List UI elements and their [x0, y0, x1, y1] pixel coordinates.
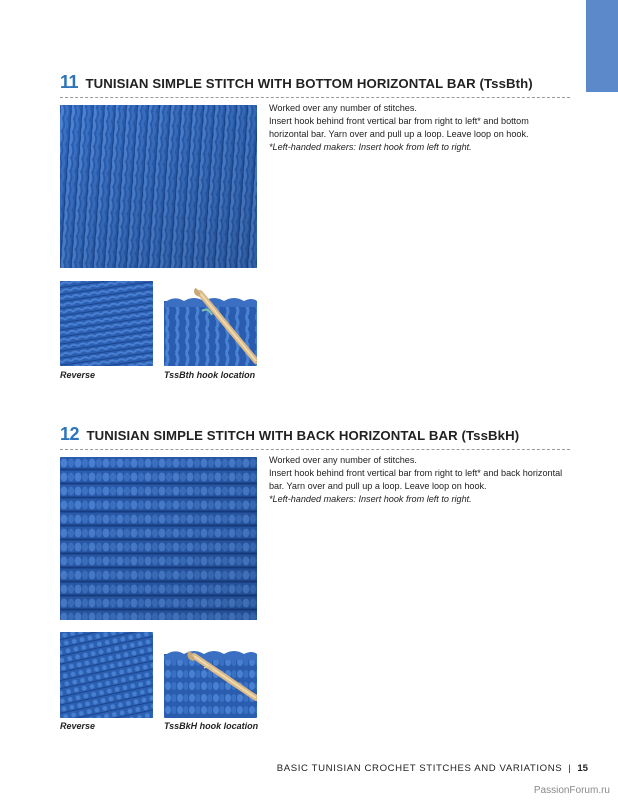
stitch-title: TUNISIAN SIMPLE STITCH WITH BOTTOM HORIZONTAL BAR (TssBth) [85, 76, 533, 91]
stitch-count-text: Worked over any number of stitches. [269, 103, 417, 113]
stitch-number: 12 [60, 424, 80, 444]
page-footer [277, 763, 588, 774]
page-number: 15 [577, 763, 588, 774]
hook-location-caption: TssBth hook location [164, 370, 256, 380]
stitch-method-text: Insert hook behind front vertical bar from right to left* and bottom horizontal bar. Yarn over and pull up a loop. Leave loop on hook. [269, 116, 529, 139]
hook-location-photo [164, 281, 257, 366]
reverse-swatch-photo [60, 281, 153, 366]
stitch-number: 11 [60, 72, 79, 92]
section-heading [60, 424, 570, 450]
hook-location-photo [164, 632, 257, 718]
stitch-count-text: Worked over any number of stitches. [269, 455, 417, 465]
main-swatch-photo [60, 457, 257, 620]
section-heading [60, 72, 570, 98]
reverse-swatch-photo [60, 632, 153, 718]
footer-separator: | [568, 763, 572, 774]
stitch-title: TUNISIAN SIMPLE STITCH WITH BACK HORIZONTAL BAR (TssBkH) [86, 428, 520, 443]
watermark: PassionForum.ru [533, 785, 610, 796]
left-handed-note: *Left-handed makers: Insert hook from left to right. [269, 494, 472, 504]
stitch-section-11 [60, 72, 570, 392]
stitch-instructions [269, 454, 569, 506]
stitch-method-text: Insert hook behind front vertical bar from right to left* and back horizontal bar. Yarn over and pull up a loop. Leave loop on hook. [269, 468, 563, 491]
stitch-section-12 [60, 424, 570, 744]
reverse-caption: Reverse [60, 721, 96, 731]
main-swatch-photo [60, 105, 257, 268]
footer-chapter-title: BASIC TUNISIAN CROCHET STITCHES AND VARIATIONS [276, 763, 563, 774]
hook-location-caption: TssBkH hook location [164, 721, 259, 731]
chapter-side-tab [586, 0, 618, 92]
stitch-instructions [269, 102, 569, 154]
reverse-caption: Reverse [60, 370, 96, 380]
left-handed-note: *Left-handed makers: Insert hook from left to right. [269, 142, 472, 152]
